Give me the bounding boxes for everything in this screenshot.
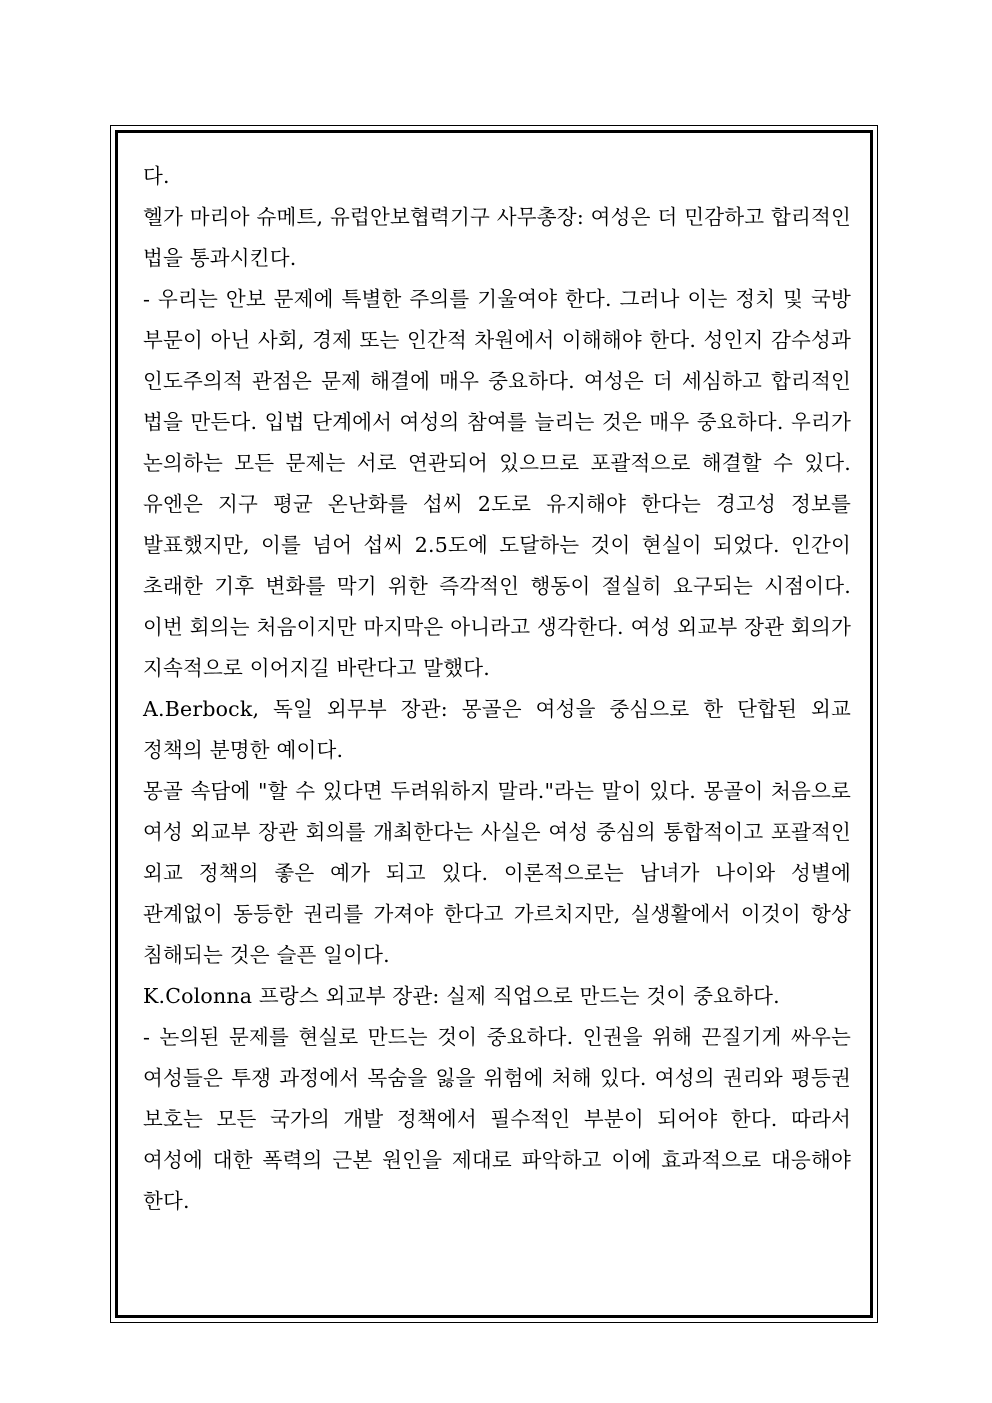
paragraph-schmid-heading: 헬가 마리아 슈메트, 유럽안보협력기구 사무총장: 여성은 더 민감하고 합리적인 법을 통과시킨다. bbox=[143, 205, 851, 270]
paragraph-schmid-statement: - 우리는 안보 문제에 특별한 주의를 기울여야 한다. 그러나 이는 정치 및 국방 부문이 아닌 사회, 경제 또는 인간적 차원에서 이해해야 한다. 성인지 감수성과 인도주의적 관점은 문제 해결에 매우 중요하다. 여성은 더 세심하고 합리적인 법을 만든다. 입법 단계에서 여성의 참여를 늘리는 것은 매우 중요하다. 우리가 논의하는 모든 문제는 서로 연관되어 있으므로 포괄적으로 해결할 수 있다. 유엔은 지구 평균 온난화를 섭씨 2도로 유지해야 한다는 경고성 정보를 발표했지만, 이를 넘어 섭씨 2.5도에 도달하는 것이 현실이 되었다. 인간이 초래한 기후 변화를 막기 위한 즉각적인 행동이 절실히 요구되는 시점이다. 이번 회의는 처음이지만 마지막은 아니라고 생각한다. 여성 외교부 장관 회의가 지속적으로 이어지길 바란다고 말했다. bbox=[143, 287, 851, 680]
paragraph-continuation: 다. bbox=[143, 164, 170, 188]
paragraph-baerbock-heading: A.Berbock, 독일 외무부 장관: 몽골은 여성을 중심으로 한 단합된 외교 정책의 분명한 예이다. bbox=[143, 697, 851, 762]
paragraph-colonna-heading: K.Colonna 프랑스 외교부 장관: 실제 직업으로 만드는 것이 중요하다. bbox=[143, 984, 780, 1008]
paragraph-baerbock-statement: 몽골 속담에 "할 수 있다면 두려워하지 말라."라는 말이 있다. 몽골이 처음으로 여성 외교부 장관 회의를 개최한다는 사실은 여성 중심의 통합적이고 포괄적인 외교 정책의 좋은 예가 되고 있다. 이론적으로는 남녀가 나이와 성별에 관계없이 동등한 권리를 가져야 한다고 가르치지만, 실생활에서 이것이 항상 침해되는 것은 슬픈 일이다. bbox=[143, 779, 851, 967]
document-body bbox=[143, 156, 851, 1222]
paragraph-colonna-statement: - 논의된 문제를 현실로 만드는 것이 중요하다. 인권을 위해 끈질기게 싸우는 여성들은 투쟁 과정에서 목숨을 잃을 위험에 처해 있다. 여성의 권리와 평등권 보호는 모든 국가의 개발 정책에서 필수적인 부분이 되어야 한다. 따라서 여성에 대한 폭력의 근본 원인을 제대로 파악하고 이에 효과적으로 대응해야 한다. bbox=[143, 1025, 851, 1213]
